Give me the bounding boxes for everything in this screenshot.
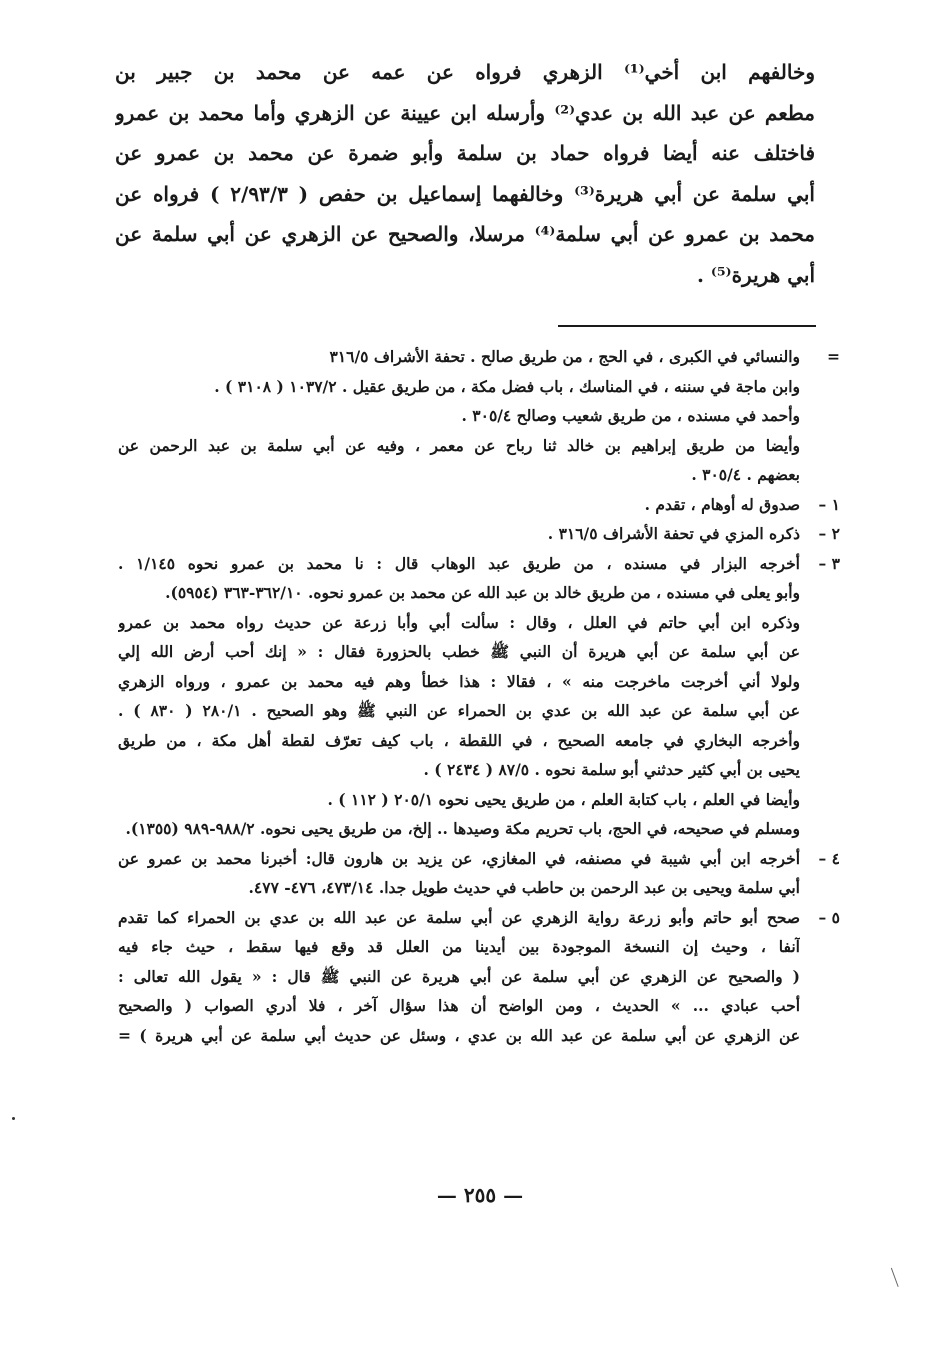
scan-artifact-dot	[12, 1117, 15, 1120]
footnote-text: والنسائي في الكبرى ، في الحج ، من طريق صالح . تحفة الأشراف ٣١٦/٥	[329, 347, 800, 366]
main-text-line: وخالفهم ابن أخي⁽¹⁾ الزهري فرواه عن عمه عن محمد بن جبير بن	[115, 60, 815, 84]
footnote-line	[118, 519, 840, 549]
footnote-line	[118, 372, 840, 402]
footnote-text: ( والصحيح عن الزهري عن أبي سلمة عن أبي هريرة عن النبي ﷺ قال : « يقول الله تعالى :	[118, 966, 800, 986]
footnote-line	[118, 460, 840, 490]
footnote-text: صحح أبو حاتم وأبو زرعة رواية الزهري عن أبي سلمة عن عبد الله بن عدي بن الحمراء كما تقدم	[118, 907, 800, 927]
footnote-text: عن أبي سلمة عن عبد الله بن عدي بن الحمراء عن النبي ﷺ وهو الصحيح . ٢٨٠/١ ( ٨٣٠ ) .	[118, 701, 800, 720]
main-text-line: محمد بن عمرو عن أبي سلمة⁽⁴⁾ مرسلا، والصحيح عن الزهري عن أبي سلمة عن	[115, 222, 815, 247]
footnote-text: أبي سلمة ويحيى بن عبد الرحمن بن حاطب في حديث طويل جدا. ٤٧٣/١٤، ٤٧٦- ٤٧٧.	[248, 878, 800, 897]
footnote-text: ذكره المزي في تحفة الأشراف ٣١٦/٥ .	[547, 524, 800, 543]
main-text-line: أبي هريرة⁽⁵⁾ .	[696, 262, 815, 287]
footnote-line	[118, 401, 840, 431]
footnote-line	[118, 932, 840, 962]
footnote-line	[118, 342, 840, 372]
footnote-text: صدوق له أوهام ، تقدم .	[644, 494, 800, 514]
footnotes-section	[118, 342, 840, 1050]
main-text-line: فاختلف عنه أيضا فرواه حماد بن سلمة وأبو ضمرة عن محمد بن عمرو عن	[115, 141, 815, 166]
footnote-marker: ٥ –	[818, 907, 840, 927]
footnote-text: وأخرجه البخاري في جامعه الصحيح ، في اللقطة ، باب كيف تعرّف لقطة أهل مكة ، من طريق	[118, 730, 800, 750]
footnote-line	[118, 578, 840, 608]
footnote-text: أحب عبادي ... » الحديث ، ومن الواضح أن هذا سؤال آخر ، فلا أدري الصواب ( والصحيح	[118, 996, 800, 1015]
footnote-line	[118, 814, 840, 844]
footnote-text: وأيضا في العلم ، باب كتابة العلم ، من طريق يحيى نحوه ٢٠٥/١ ( ١١٢ ) .	[327, 789, 800, 809]
footnote-text: وأيضا من طريق إبراهيم بن خالد ثنا رباح عن معمر ، وفيه عن أبي سلمة بن عبد الرحمن عن	[118, 435, 800, 455]
footnote-text: ومسلم في صحيحه، في الحج، باب تحريم مكة وصيدها .. إلخ، من طريق يحيى نحوه. ٩٨٨/٢-٩٨٩ (١٣٥٥).	[125, 819, 800, 838]
footnote-text: أخرجه ابن أبي شيبة في مصنفه، في المغازي، عن يزيد بن هارون قال: أخبرنا محمد بن عمرو عن	[118, 848, 800, 868]
main-text-line: مطعم عن عبد الله بن عدي⁽²⁾ وأرسله ابن عيينة عن الزهري وأما محمد بن عمرو	[115, 100, 815, 125]
footnote-text: أخرجه البزار في مسنده ، من طريق عبد الوهاب قال : نا محمد بن عمرو نحوه ١/١٤٥ .	[118, 553, 800, 573]
footnote-text: عن أبي سلمة عن أبي هريرة أن النبي ﷺ خطب بالحزورة فقال : « إنك أحب أرض الله إلي	[118, 642, 800, 661]
footnote-line	[118, 726, 840, 756]
footnote-marker: ٢ –	[818, 524, 840, 543]
footnote-text: وابن ماجة في سننه ، في المناسك ، باب فضل مكة ، من طريق عقيل . ١٠٣٧/٢ ( ٣١٠٨ ) .	[214, 376, 800, 396]
main-text-body	[115, 52, 815, 296]
footnote-line	[118, 785, 840, 815]
footnote-marker: ١ –	[818, 494, 840, 514]
footnote-line	[118, 549, 840, 579]
footnote-text: يحيى بن أبي كثير حدثني أبو سلمة نحوه . ٨٧/٥ ( ٢٤٣٤ ) .	[423, 760, 800, 779]
footnote-text: وذكره ابن أبي حاتم في العلل ، وقال : سألت أبي وأبا زرعة عن حديث رواه محمد بن عمرو	[118, 612, 800, 632]
page-number: — ٢٥٥ —	[436, 1183, 524, 1207]
footnote-text: وأبو يعلى في مسنده ، من طريق خالد بن عبد الله عن محمد بن عمرو نحوه. ٣٦٢/١٠-٣٦٣ (٥٩٥٤).	[165, 583, 800, 602]
footnote-line	[118, 667, 840, 697]
footnote-text: عن الزهري عن أبي سلمة عن عبد الله بن عدي ، وسئل عن حديث أبي سلمة عن أبي هريرة ) =	[118, 1025, 800, 1045]
footnote-line	[118, 962, 840, 992]
footnote-line	[118, 903, 840, 933]
footnote-line	[118, 755, 840, 785]
footnote-separator-rule	[558, 325, 816, 327]
footnote-text: بعضهم . ٣٠٥/٤ .	[691, 465, 800, 484]
main-text-line: أبي سلمة عن أبي هريرة⁽³⁾ وخالفهما إسماعيل بن حفص ( ٢/٩٣/٣ ) فرواه عن	[115, 181, 815, 206]
footnote-text: وأحمد في مسنده ، من طريق شعيب وصالح ٣٠٥/٤ .	[461, 406, 800, 425]
footnote-text: ولولا أني أخرجت ماخرجت منه » ، فقالا : هذا خطأ وهم فيه محمد بن عمرو ، ورواه الزهري	[118, 671, 800, 691]
footnote-line	[118, 844, 840, 874]
footnote-line	[118, 431, 840, 461]
scan-artifact-mark	[891, 1265, 906, 1287]
footnote-line	[118, 490, 840, 520]
footnote-line	[118, 696, 840, 726]
footnote-line	[118, 637, 840, 667]
footnote-marker: ٤ –	[818, 848, 840, 868]
footnote-line	[118, 608, 840, 638]
footnote-line	[118, 873, 840, 903]
footnote-marker: =	[827, 347, 840, 366]
footnote-marker: ٣ –	[818, 553, 840, 573]
footnote-line	[118, 991, 840, 1021]
footnote-text: آنفا ، وحيث إن النسخة الموجودة بين أيدينا من العلل قد وقع فيها سقط ، حيث جاء فيه	[118, 937, 800, 956]
footnote-line	[118, 1021, 840, 1051]
